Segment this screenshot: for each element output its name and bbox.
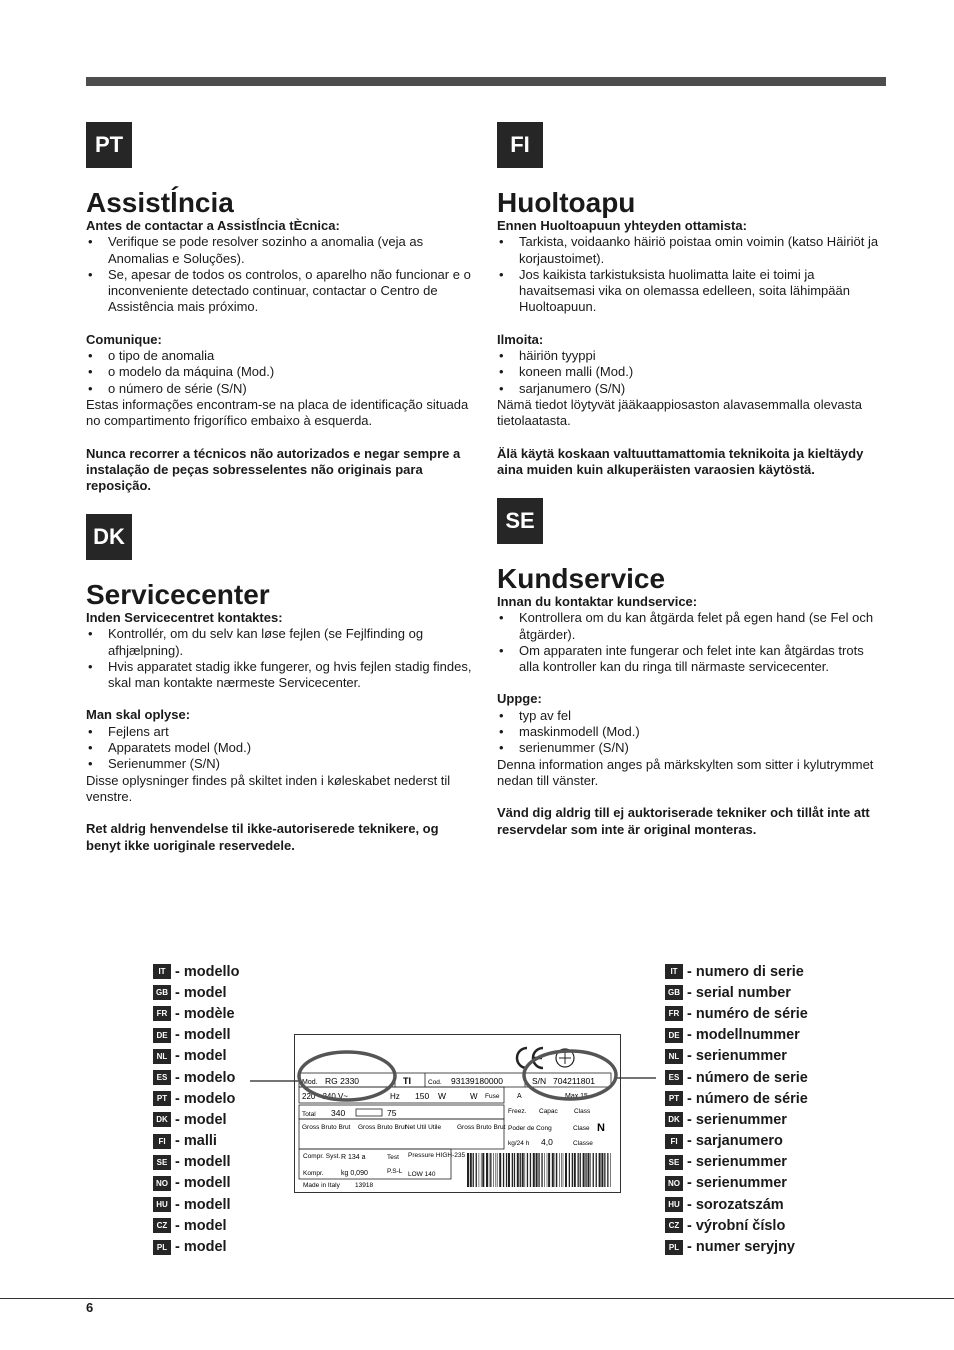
barcode-bar: [607, 1153, 608, 1187]
language-flag: PT: [153, 1091, 171, 1106]
gross-label-3: Gross Bruto Brut: [457, 1124, 506, 1131]
barcode-bar: [514, 1153, 515, 1187]
list-item: • o modelo da máquina (Mod.): [86, 364, 474, 380]
star-value: 75: [387, 1108, 397, 1118]
language-flag: SE: [153, 1155, 171, 1170]
language-flag: DK: [153, 1112, 171, 1127]
label-text: - modell: [175, 1175, 231, 1192]
kompr-label: Kompr.: [303, 1170, 324, 1177]
barcode-bar: [596, 1153, 597, 1187]
list-item: • Kontrollera om du kan åtgärda felet på egen hand (se Fel och åtgärder).: [497, 610, 885, 643]
max-label: Max 15: [565, 1093, 588, 1100]
low-label: LOW 140: [408, 1171, 436, 1178]
barcode-bar: [547, 1153, 548, 1187]
sn-value: 704211801: [553, 1076, 595, 1086]
barcode-bar: [610, 1153, 611, 1187]
classe-label: Classe: [573, 1140, 593, 1147]
communicate-heading: Ilmoita:: [497, 331, 544, 347]
info-paragraph: Disse oplysninger findes på skiltet inden i køleskabet nederst til venstre.: [86, 772, 451, 804]
watt-unit: W: [438, 1091, 447, 1101]
language-flag: FI: [665, 1134, 683, 1149]
communicate-heading: Uppge:: [497, 691, 542, 707]
label-text: - modell: [175, 1196, 231, 1213]
barcode-bar: [583, 1153, 585, 1187]
language-flag: IT: [665, 964, 683, 979]
refrigerant-value: R 134 a: [341, 1154, 366, 1161]
test-label: Test: [387, 1154, 399, 1161]
label-text: - model: [175, 1111, 227, 1128]
language-flag: DE: [665, 1028, 683, 1043]
language-flag: GB: [665, 985, 683, 1000]
capac-label: Capac: [539, 1108, 558, 1115]
total-value: 340: [331, 1108, 346, 1118]
label-text: - numero di serie: [687, 963, 804, 980]
barcode-bar: [476, 1153, 477, 1187]
label-text: - serienummer: [687, 1154, 787, 1171]
bottom-rule: [0, 1298, 954, 1299]
barcode-icon: [467, 1153, 611, 1187]
language-badge-se: SE: [497, 498, 543, 544]
language-flag: NO: [153, 1176, 171, 1191]
poder-label: Poder de Cong: [508, 1125, 552, 1132]
barcode-bar: [555, 1153, 556, 1187]
language-flag: CZ: [153, 1218, 171, 1233]
barcode-bar: [565, 1153, 567, 1187]
label-text: - numéro de série: [687, 1005, 808, 1022]
watt-unit-2: W: [470, 1092, 478, 1101]
language-flag: NO: [665, 1176, 683, 1191]
label-text: - modèle: [175, 1005, 235, 1022]
intro-heading: Antes de contactar a Assistĺncia tÈcnica:: [86, 218, 340, 233]
list-item: • maskinmodell (Mod.): [497, 724, 885, 740]
barcode-bar: [512, 1153, 513, 1187]
rating-plate-drawing: [295, 1035, 620, 1192]
barcode-bar: [569, 1153, 570, 1187]
barcode-bar: [470, 1153, 472, 1187]
section-title-se: Kundservice: [497, 563, 666, 594]
section-title-pt: Assistĺncia: [86, 187, 234, 218]
label-text: - serienummer: [687, 1048, 787, 1065]
language-flag: PL: [665, 1240, 683, 1255]
language-flag: GB: [153, 985, 171, 1000]
barcode-bar: [561, 1153, 562, 1187]
barcode-bar: [544, 1153, 545, 1187]
rating-plate: [294, 1034, 621, 1193]
info-paragraph: Denna information anges på märkskylten som sitter i kylutrymmet nedan till vänster.: [497, 756, 874, 788]
cod-label: Cod.: [428, 1079, 442, 1086]
barcode-bar: [506, 1153, 507, 1187]
charge-value: kg 0,090: [341, 1170, 368, 1177]
language-badge-fi: FI: [497, 122, 543, 168]
intro-heading: Innan du kontaktar kundservice:: [497, 594, 698, 609]
language-flag: DK: [665, 1112, 683, 1127]
label-text: - model: [175, 984, 227, 1001]
gross-label-2: Gross Bruto Brut: [358, 1124, 407, 1131]
barcode-bar: [490, 1153, 491, 1187]
language-flag: NL: [665, 1049, 683, 1064]
label-text: - modelo: [175, 1069, 236, 1086]
label-text: - model: [175, 1217, 227, 1234]
barcode-bar: [482, 1153, 484, 1187]
barcode-bar: [508, 1153, 510, 1187]
language-badge-pt: PT: [86, 122, 132, 168]
made-in-label: Made in Italy: [303, 1182, 340, 1189]
ti-mark: TI: [403, 1076, 411, 1086]
list-item: • typ av fel: [497, 708, 885, 724]
barcode-bar: [517, 1153, 519, 1187]
mod-value: RG 2330: [325, 1076, 360, 1086]
total-label: Total: [302, 1111, 316, 1118]
barcode-bar: [588, 1153, 590, 1187]
label-text: - sarjanumero: [687, 1133, 783, 1150]
label-text: - modello: [175, 963, 240, 980]
gross-label-1: Gross Bruto Brut: [302, 1124, 351, 1131]
list-item: • Apparatets model (Mod.): [86, 740, 474, 756]
list-item: • Tarkista, voidaanko häiriö poistaa omin voimin (katso Häiriöt ja korjaustoimet).: [497, 234, 885, 267]
barcode-bar: [496, 1153, 497, 1187]
barcode-bar: [533, 1153, 535, 1187]
language-flag: DE: [153, 1028, 171, 1043]
label-text: - malli: [175, 1133, 217, 1150]
barcode-bar: [552, 1153, 554, 1187]
amp-unit: A: [517, 1093, 522, 1100]
language-flag: CZ: [665, 1218, 683, 1233]
list-item: • Fejlens art: [86, 724, 474, 740]
barcode-bar: [493, 1153, 494, 1187]
label-text: - numer seryjny: [687, 1239, 795, 1256]
net-label: Net Util Utile: [405, 1124, 442, 1131]
intro-heading: Ennen Huoltoapuun yhteyden ottamista:: [497, 218, 747, 233]
barcode-bar: [580, 1153, 581, 1187]
label-text: - sorozatszám: [687, 1196, 784, 1213]
label-text: - modell: [175, 1027, 231, 1044]
label-text: - výrobní číslo: [687, 1217, 786, 1234]
class-label: Class: [574, 1108, 591, 1115]
section-title-dk: Servicecenter: [86, 579, 270, 610]
label-text: - modelo: [175, 1090, 236, 1107]
list-item: • koneen malli (Mod.): [497, 364, 885, 380]
language-flag: SE: [665, 1155, 683, 1170]
fuse-label: Fuse: [485, 1093, 500, 1100]
barcode-bar: [473, 1153, 474, 1187]
barcode-bar: [525, 1153, 526, 1187]
language-flag: FI: [153, 1134, 171, 1149]
list-item: • Se, apesar de todos os controlos, o aparelho não funcionar e o inconveniente detectado continuar, contactar o Centro de Assistência mais próximo.: [86, 267, 474, 316]
clase-label: Clase: [573, 1125, 590, 1132]
sn-label: S/N: [532, 1076, 547, 1086]
page-number: 6: [86, 1300, 94, 1315]
barcode-bar: [536, 1153, 538, 1187]
info-paragraph: Nämä tiedot löytyvät jääkaappiosaston alavasemmalla olevasta tietolaatasta.: [497, 396, 862, 429]
psl-label: P.S-L: [387, 1168, 403, 1175]
barcode-bar: [481, 1153, 482, 1187]
barcode-bar: [572, 1153, 573, 1187]
language-flag: FR: [665, 1006, 683, 1021]
communicate-heading: Man skal oplyse:: [86, 707, 191, 723]
list-item: • Om apparaten inte fungerar och felet inte kan åtgärdas trots alla kontroller kan du ringa till närmaste servicecenter.: [497, 643, 885, 676]
list-item: • o número de série (S/N): [86, 381, 474, 397]
list-item: • Verifique se pode resolver sozinho a anomalia (veja as Anomalias e Soluções).: [86, 234, 474, 267]
voltage: 220 - 240 V~: [302, 1092, 349, 1101]
list-item: • Kontrollér, om du selv kan løse fejlen (se Fejlfinding og afhjælpning).: [86, 626, 474, 659]
label-text: - número de série: [687, 1090, 808, 1107]
barcode-bar: [563, 1153, 564, 1187]
hz-unit: Hz: [390, 1092, 400, 1101]
barcode-bar: [590, 1153, 591, 1187]
barcode-bar: [522, 1153, 524, 1187]
cod-value: 93139180000: [451, 1076, 504, 1086]
language-flag: IT: [153, 964, 171, 979]
warning-paragraph: Älä käytä koskaan valtuuttamattomia teknikoita ja kieltäydy aina muiden kuin alkuperäisten varaosien käytöstä.: [497, 445, 864, 477]
barcode-bar: [527, 1153, 528, 1187]
list-item: • Serienummer (S/N): [86, 756, 474, 772]
barcode-bar: [556, 1153, 557, 1187]
label-text: - serienummer: [687, 1111, 787, 1128]
language-flag: HU: [153, 1197, 171, 1212]
list-item: • o tipo de anomalia: [86, 348, 474, 364]
warning-paragraph: Nunca recorrer a técnicos não autorizados e negar sempre a instalação de peças sobresselentes não originais para reposição.: [86, 445, 461, 494]
barcode-bar: [585, 1153, 586, 1187]
label-text: - modellnummer: [687, 1027, 800, 1044]
kg24-label: kg/24 h: [508, 1140, 530, 1147]
made-in-value: 13918: [355, 1182, 374, 1189]
barcode-bar: [574, 1153, 576, 1187]
class-value: N: [597, 1122, 605, 1134]
barcode-bar: [497, 1153, 498, 1187]
label-text: - model: [175, 1048, 227, 1065]
language-flag: PT: [665, 1091, 683, 1106]
barcode-bar: [601, 1153, 603, 1187]
list-item: • häiriön tyyppi: [497, 348, 885, 364]
label-text: - serienummer: [687, 1175, 787, 1192]
barcode-bar: [593, 1153, 594, 1187]
language-flag: FR: [153, 1006, 171, 1021]
mod-label: Mod.: [302, 1079, 318, 1086]
barcode-bar: [479, 1153, 480, 1187]
barcode-bar: [548, 1153, 550, 1187]
language-flag: PL: [153, 1240, 171, 1255]
barcode-bar: [559, 1153, 560, 1187]
barcode-bar: [489, 1153, 490, 1187]
barcode-bar: [530, 1153, 531, 1187]
list-item: • serienummer (S/N): [497, 740, 885, 756]
barcode-bar: [467, 1153, 469, 1187]
barcode-bar: [604, 1153, 605, 1187]
language-flag: ES: [153, 1070, 171, 1085]
barcode-bar: [578, 1153, 579, 1187]
label-text: - número de serie: [687, 1069, 808, 1086]
barcode-bar: [541, 1153, 542, 1187]
label-text: - modell: [175, 1154, 231, 1171]
watt-value: 150: [415, 1091, 430, 1101]
pressure-label: Pressure HIGH-235: [408, 1152, 466, 1159]
language-flag: NL: [153, 1049, 171, 1064]
label-text: - serial number: [687, 984, 791, 1001]
language-flag: HU: [665, 1197, 683, 1212]
info-paragraph: Estas informações encontram-se na placa de identificação situada no compartimento frigorífico embaixo à esquerda.: [86, 396, 469, 429]
language-badge-dk: DK: [86, 514, 132, 560]
compr-label: Compr. Syst.: [303, 1153, 341, 1160]
freez-label: Freez.: [508, 1108, 527, 1115]
warning-paragraph: Vänd dig aldrig till ej auktoriserade tekniker och tillåt inte att reservdelar som inte är original monteras.: [497, 805, 870, 837]
language-flag: ES: [665, 1070, 683, 1085]
barcode-bar: [499, 1153, 501, 1187]
communicate-heading: Comunique:: [86, 331, 162, 347]
barcode-bar: [599, 1153, 601, 1187]
list-item: • Jos kaikista tarkistuksista huolimatta laite ei toimi ja havaitsemasi vika on olemassa edelleen, soita lähimpään Huoltoapuun.: [497, 267, 885, 316]
kg24-value: 4,0: [541, 1137, 553, 1147]
warning-paragraph: Ret aldrig henvendelse til ikke-autoriserede teknikere, og benyt ikke uoriginale reservedele.: [86, 821, 439, 853]
label-text: - model: [175, 1239, 227, 1256]
list-item: • Hvis apparatet stadig ikke fungerer, og hvis fejlen stadig findes, skal man kontakte nærmeste Servicecenter.: [86, 659, 474, 692]
section-title-fi: Huoltoapu: [497, 187, 636, 218]
list-item: • sarjanumero (S/N): [497, 381, 885, 397]
barcode-bar: [520, 1153, 521, 1187]
barcode-bar: [538, 1153, 539, 1187]
barcode-bar: [486, 1153, 488, 1187]
barcode-bar: [503, 1153, 504, 1187]
intro-heading: Inden Servicecentret kontaktes:: [86, 610, 283, 625]
